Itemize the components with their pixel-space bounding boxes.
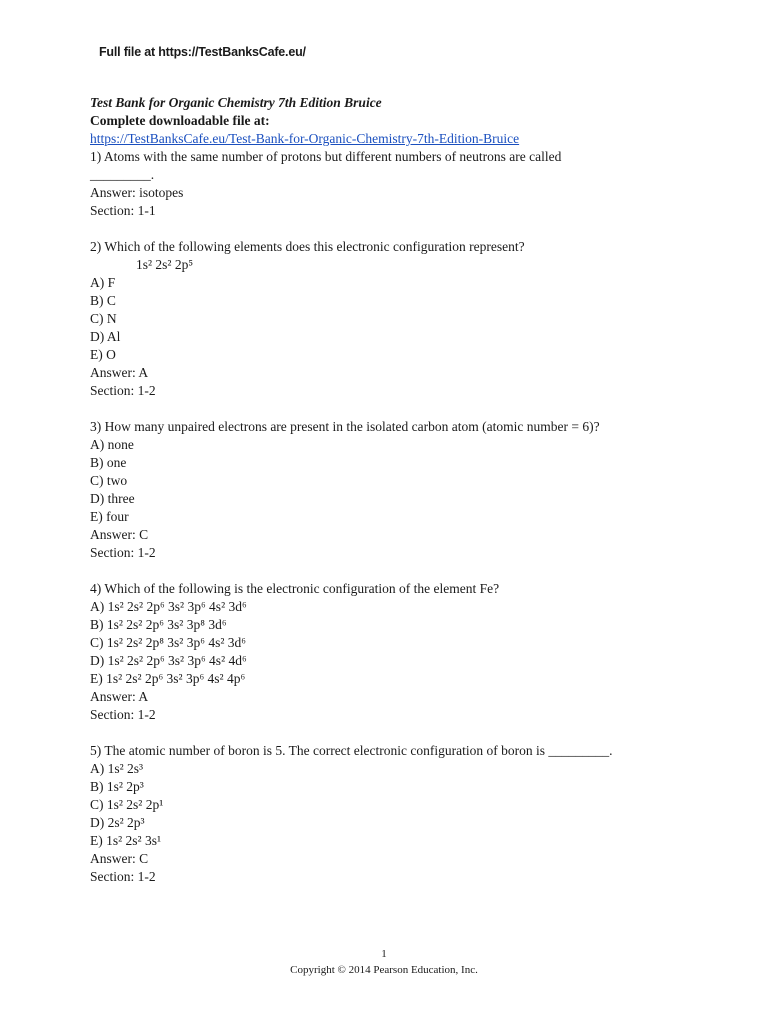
document-subtitle: Complete downloadable file at: — [90, 113, 270, 128]
question-3-option-c: C) two — [90, 473, 128, 488]
copyright-notice: Copyright © 2014 Pearson Education, Inc. — [290, 964, 478, 976]
question-5-section: Section: 1-2 — [90, 869, 156, 884]
question-1-section: Section: 1-1 — [90, 203, 156, 218]
question-5-option-b: B) 1s² 2p³ — [90, 779, 144, 794]
question-5-option-a: A) 1s² 2s³ — [90, 761, 144, 776]
question-2-option-d: D) Al — [90, 329, 121, 344]
question-3-option-b: B) one — [90, 455, 127, 470]
question-4-text: 4) Which of the following is the electronic configuration of the element Fe? — [90, 581, 500, 596]
question-2-option-e: E) O — [90, 347, 116, 362]
question-3-option-d: D) three — [90, 491, 135, 506]
question-2-option-c: C) N — [90, 311, 117, 326]
question-5-option-e: E) 1s² 2s² 3s¹ — [90, 833, 162, 848]
spacer — [90, 724, 690, 742]
spacer — [90, 562, 690, 580]
question-4-section: Section: 1-2 — [90, 707, 156, 722]
question-4-option-a: A) 1s² 2s² 2p⁶ 3s² 3p⁶ 4s² 3d⁶ — [90, 599, 247, 614]
question-5-answer: Answer: C — [90, 851, 149, 866]
question-1-answer: Answer: isotopes — [90, 185, 184, 200]
question-4-option-b: B) 1s² 2s² 2p⁶ 3s² 3p⁸ 3d⁶ — [90, 617, 227, 632]
question-4-answer: Answer: A — [90, 689, 149, 704]
question-2-answer: Answer: A — [90, 365, 149, 380]
question-3-text: 3) How many unpaired electrons are present in the isolated carbon atom (atomic number = 6)? — [90, 419, 600, 434]
question-2-text: 2) Which of the following elements does this electronic configuration represent? — [90, 239, 525, 254]
question-3-option-e: E) four — [90, 509, 129, 524]
question-4-option-c: C) 1s² 2s² 2p⁸ 3s² 3p⁶ 4s² 3d⁶ — [90, 635, 246, 650]
question-5-option-c: C) 1s² 2s² 2p¹ — [90, 797, 164, 812]
spacer — [90, 220, 690, 238]
question-3-option-a: A) none — [90, 437, 134, 452]
spacer — [90, 400, 690, 418]
question-2-config: 1s² 2s² 2p⁵ — [136, 257, 194, 272]
question-5-text: 5) The atomic number of boron is 5. The correct electronic configuration of boron is _________. — [90, 743, 613, 758]
question-5-option-d: D) 2s² 2p³ — [90, 815, 145, 830]
question-4-option-d: D) 1s² 2s² 2p⁶ 3s² 3p⁶ 4s² 4d⁶ — [90, 653, 247, 668]
question-2-section: Section: 1-2 — [90, 383, 156, 398]
question-3-answer: Answer: C — [90, 527, 149, 542]
question-2-option-a: A) F — [90, 275, 116, 290]
question-1-text: 1) Atoms with the same number of protons but different numbers of neutrons are called — [90, 149, 562, 164]
header-note: Full file at https://TestBanksCafe.eu/ — [99, 45, 306, 59]
document-body — [90, 94, 690, 886]
page-number: 1 — [381, 948, 387, 960]
question-1-blank: _________. — [90, 167, 155, 182]
download-link[interactable]: https://TestBanksCafe.eu/Test-Bank-for-Organic-Chemistry-7th-Edition-Bruice — [90, 131, 520, 146]
question-3-section: Section: 1-2 — [90, 545, 156, 560]
document-title: Test Bank for Organic Chemistry 7th Edition Bruice — [90, 95, 382, 110]
question-4-option-e: E) 1s² 2s² 2p⁶ 3s² 3p⁶ 4s² 4p⁶ — [90, 671, 246, 686]
question-2-option-b: B) C — [90, 293, 116, 308]
